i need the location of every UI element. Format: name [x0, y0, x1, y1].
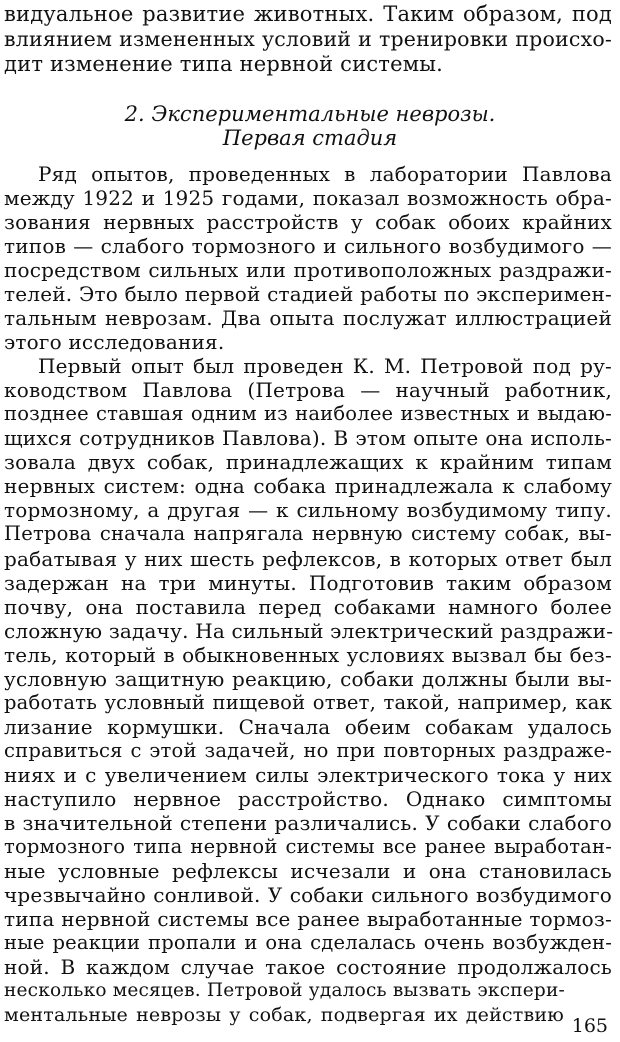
text-line: зования нервных расстройств у собак обоих крайних: [4, 210, 612, 235]
text-line: типов — слабого тормозного и сильного возбудимого —: [4, 234, 612, 259]
page-number: 165: [571, 1015, 608, 1037]
text-line: ной. В каждом случае такое состояние продолжалось: [4, 954, 612, 979]
text-line: несколько месяцев. Петровой удалось вызвать экспери-: [4, 980, 565, 1001]
text-line: лизание кормушки. Сначала обеим собакам удалось: [4, 714, 612, 739]
text-line: зовала двух собак, принадлежащих к крайним типам: [4, 450, 612, 475]
text-line: справиться с этой задачей, но при повторных раздраже-: [4, 738, 612, 762]
text-line: Петрова сначала напрягала нервную систему собак, вы-: [4, 522, 612, 546]
paragraph-first-line: Первый опыт был проведен К. М. Петровой под ру-: [38, 354, 612, 379]
text-line: ные реакции пропали и она сделалась очень возбужден-: [4, 930, 612, 954]
text-line: тормозного типа нервной системы все ранее выработан-: [4, 834, 612, 858]
text-line: тормозному, а другая — к сильному возбудимому типу.: [4, 498, 612, 523]
text-line: щихся сотрудников Павлова). В этом опыте она исполь-: [4, 426, 612, 451]
text-line: условную защитную реакцию, собаки должны были вы-: [4, 666, 612, 691]
text-line: ные условные рефлексы исчезали и она становилась: [4, 858, 612, 883]
text-line: наступило нервное расстройство. Однако симптомы: [4, 786, 612, 811]
text-line: ниях и с увеличением силы электрического тока у них: [4, 762, 612, 787]
text-line: задержан на три минуты. Подготовив таким образом: [4, 570, 612, 595]
text-line: влиянием измененных условий и тренировки происхо-: [4, 27, 612, 51]
text-line: сложную задачу. На сильный электрический раздражи-: [4, 618, 614, 643]
text-line: тель, который в обыкновенных условиях вызвал бы без-: [4, 642, 612, 667]
text-line: тальным неврозам. Два опыта послужат иллюстрацией: [4, 306, 612, 331]
text-line: почву, она поставила перед собаками намного более: [4, 594, 612, 619]
text-line: работать условный пищевой ответ, такой, например, как: [4, 690, 612, 714]
text-line: нервных систем: одна собака принадлежала к слабому: [4, 474, 612, 499]
section-heading: 2. Экспериментальные неврозы.: [124, 102, 496, 126]
paragraph-first-line: Ряд опытов, проведенных в лаборатории Павлова: [38, 162, 612, 186]
text-line: видуальное развитие животных. Таким образом, под: [4, 2, 612, 26]
text-line: между 1922 и 1925 годами, показал возможность обра-: [4, 186, 612, 210]
text-line: типа нервной системы все ранее выработанные тормоз-: [4, 906, 612, 931]
section-subheading: Первая стадия: [222, 126, 398, 150]
text-line: этого исследования.: [4, 330, 225, 355]
text-line: ментальные неврозы у собак, подвергая их действию: [4, 1004, 564, 1026]
text-line: телей. Это было первой стадией работы по эксперимен-: [4, 282, 612, 307]
text-line: рабатывая у них шесть рефлексов, в которых ответ был: [4, 546, 612, 571]
text-line: ководством Павлова (Петрова — научный работник,: [4, 378, 612, 403]
text-line: чрезвычайно сонливой. У собаки сильного возбудимого: [4, 882, 612, 907]
text-line: дит изменение типа нервной системы.: [4, 52, 444, 76]
text-line: в значительной степени различались. У собаки слабого: [4, 810, 612, 835]
text-line: посредством сильных или противоположных раздражи-: [4, 258, 612, 283]
text-line: позднее ставшая одним из наиболее известных и выдаю-: [4, 402, 612, 426]
